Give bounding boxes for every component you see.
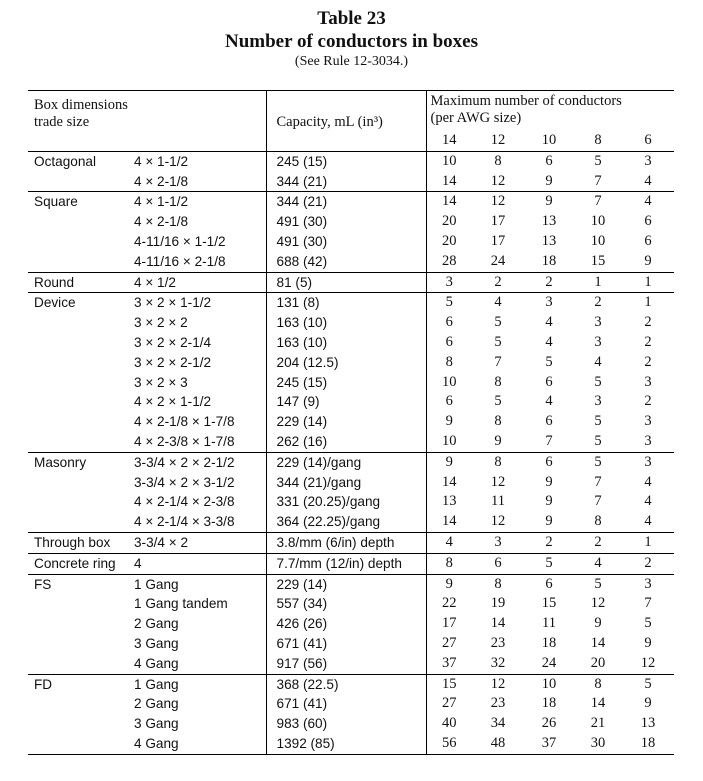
conductor-count-cell: 1 [622,293,674,313]
conductor-count-cell: 4 [472,293,524,313]
table-row [28,293,674,313]
conductor-count-cell: 1 [574,272,622,293]
conductor-count-cell: 37 [442,654,457,671]
capacity-cell: 7.7/mm (12/in) depth [266,553,426,574]
conductor-count-cell: 3 [524,293,574,313]
conductor-count-cell: 27 [442,695,457,712]
capacity-cell: 688 (42) [266,252,426,272]
conductor-count-cell: 5 [574,452,622,472]
conductor-count-cell: 30 [574,734,622,754]
trade-size-cell: 1 Gang tandem [134,596,228,612]
conductor-count-cell: 3 [426,272,472,293]
conductor-count-cell: 6 [524,452,574,472]
capacity-cell: 491 (30) [266,232,426,252]
conductor-count-cell: 2 [524,272,574,293]
conductor-count-cell: 14 [442,473,457,490]
table-row [28,212,674,232]
conductor-count-cell: 32 [490,654,506,671]
conductor-count-cell: 5 [494,393,502,410]
conductor-count-cell: 9 [494,432,502,449]
table-row [28,574,674,594]
conductor-count-cell: 13 [541,213,557,230]
conductor-count-cell: 6 [644,213,652,230]
conductor-count-cell: 11 [491,493,505,510]
conductor-count-cell: 5 [594,373,602,390]
table-row [28,232,674,252]
trade-size-cell: 1 Gang [132,674,266,694]
capacity-cell: 917 (56) [266,654,426,674]
box-type-cell [28,412,132,432]
conductor-count-cell: 2 [524,532,574,553]
box-type-cell [28,694,132,714]
conductor-count-cell: 12 [640,654,656,671]
capacity-cell: 364 (22.25)/gang [266,512,426,532]
capacity-cell: 557 (34) [266,594,426,614]
trade-size-cell: 3-3/4 × 2 × 3-1/2 [134,474,235,490]
conductor-count-cell: 22 [442,595,457,612]
conductor-count-cell: 4 [644,473,652,490]
trade-size-cell: 4 × 1/2 [132,272,266,293]
conductor-count-cell: 6 [644,232,652,249]
conductor-count-cell: 18 [541,695,557,712]
trade-size-cell: 4-11/16 × 1-1/2 [134,233,226,249]
table-row [28,492,674,512]
table-row [28,614,674,634]
capacity-cell: 331 (20.25)/gang [266,492,426,512]
box-type-cell [28,492,132,512]
conductor-count-cell: 7 [594,473,602,490]
capacity-cell: 3.8/mm (6/in) depth [266,532,426,553]
capacity-cell: 671 (41) [266,634,426,654]
table-row [28,333,674,353]
box-type-cell [28,512,132,532]
box-type-cell: Concrete ring [28,553,132,574]
box-type-cell [28,634,132,654]
conductor-count-cell: 9 [545,473,553,490]
trade-size-cell: 4 × 2-1/8 × 1-7/8 [134,414,235,430]
conductor-count-cell: 28 [442,252,457,269]
conductor-count-cell: 2 [574,293,622,313]
capacity-cell: 344 (21)/gang [266,473,426,493]
conductor-count-cell: 6 [524,151,574,171]
capacity-cell: 229 (14)/gang [266,452,426,472]
trade-size-cell: 3 × 2 × 2 [134,315,188,331]
conductor-count-cell: 7 [644,595,652,612]
conductor-count-cell: 4 [545,333,553,350]
conductor-count-cell: 8 [472,151,524,171]
conductor-count-cell: 17 [490,232,506,249]
table-row [28,272,674,293]
awg-10-header: 10 [524,131,574,151]
box-type-cell [28,473,132,493]
trade-size-cell: 2 Gang [134,616,179,632]
conductor-count-cell: 56 [426,734,472,754]
conductor-count-cell: 26 [541,715,557,732]
box-dimensions-header [28,91,266,132]
capacity-cell: 163 (10) [266,313,426,333]
table-row [28,553,674,574]
conductor-count-cell: 7 [494,353,502,370]
awg-6-header: 6 [622,131,674,151]
table-row [28,192,674,212]
conductor-count-cell: 8 [426,553,472,574]
conductor-count-cell: 6 [445,333,453,350]
capacity-cell: 245 (15) [266,373,426,393]
conductor-count-cell: 12 [472,674,524,694]
box-type-cell: FD [28,674,132,694]
trade-size-cell: 4 × 2-1/8 [134,214,189,230]
conductor-count-cell: 1 [622,532,674,553]
conductor-count-cell: 24 [541,654,557,671]
conductor-count-cell: 20 [442,213,457,230]
trade-size-label: trade size [34,114,90,130]
conductor-count-cell: 6 [445,393,453,410]
conductor-count-cell: 8 [445,353,453,370]
conductor-count-cell: 20 [590,654,606,671]
box-type-cell [28,232,132,252]
capacity-cell: 983 (60) [266,714,426,734]
conductor-count-cell: 6 [545,373,553,390]
table-row [28,734,674,754]
capacity-cell: 344 (21) [266,172,426,192]
box-type-cell [28,172,132,192]
conductor-count-cell: 37 [524,734,574,754]
box-type-cell [28,614,132,634]
table-title: Number of conductors in boxes [225,31,478,52]
box-type-cell [28,392,132,412]
trade-size-cell: 4 × 2-3/8 × 1-7/8 [134,433,235,449]
capacity-cell: 491 (30) [266,212,426,232]
conductor-count-cell: 3 [644,373,652,390]
conductor-count-cell: 4 [644,513,652,530]
capacity-cell: 1392 (85) [266,734,426,754]
trade-size-cell: 4-11/16 × 2-1/8 [134,253,226,269]
box-type-cell [28,594,132,614]
conductor-count-cell: 21 [590,715,606,732]
trade-size-cell: 3 Gang [134,635,179,651]
table-row [28,392,674,412]
conductor-count-cell: 5 [594,432,602,449]
conductor-count-cell: 13 [640,715,656,732]
conductor-count-cell: 9 [644,252,652,269]
conductor-count-cell: 5 [545,353,553,370]
conductor-count-cell: 15 [590,252,606,269]
trade-size-cell: 1 Gang [132,574,266,594]
conductor-count-cell: 4 [644,172,652,189]
conductor-count-cell: 10 [426,151,472,171]
table-row [28,512,674,532]
max-conductors-header [426,91,674,128]
conductor-count-cell: 4 [574,553,622,574]
box-type-cell [28,212,132,232]
conductor-count-cell: 4 [644,493,652,510]
trade-size-cell: 4 Gang [134,655,179,671]
trade-size-cell: 4 × 2 × 1-1/2 [134,394,212,410]
conductor-count-cell: 10 [590,213,606,230]
box-type-cell: Square [28,192,132,212]
conductor-count-cell: 10 [442,432,457,449]
box-type-cell [28,353,132,373]
conductor-count-cell: 3 [594,393,602,410]
conductor-count-cell: 1 [622,272,674,293]
table-row [28,151,674,171]
conductor-count-cell: 15 [541,595,557,612]
conductor-count-cell: 6 [445,314,453,331]
conductor-count-cell: 2 [644,353,652,370]
box-dimensions-label: Box dimensions [34,97,128,113]
conductor-count-cell: 9 [524,192,574,212]
table-row [28,172,674,192]
conductor-count-cell: 9 [594,615,602,632]
conductor-count-cell: 17 [490,213,506,230]
conductor-count-cell: 10 [590,232,606,249]
conductor-count-cell: 12 [490,513,506,530]
conductors-table [28,90,674,755]
conductor-count-cell: 27 [442,634,457,651]
conductor-count-cell: 3 [472,532,524,553]
conductor-count-cell: 10 [442,373,457,390]
conductor-count-cell: 4 [622,192,674,212]
conductor-count-cell: 34 [490,715,506,732]
conductor-count-cell: 8 [574,674,622,694]
conductor-count-cell: 4 [545,314,553,331]
table-row [28,594,674,614]
capacity-cell: 204 (12.5) [266,353,426,373]
conductor-count-cell: 11 [542,615,556,632]
conductor-count-cell: 5 [524,553,574,574]
conductor-count-cell: 14 [590,634,606,651]
trade-size-cell: 4 × 1-1/2 [132,192,266,212]
conductor-count-cell: 23 [490,634,506,651]
conductor-count-cell: 14 [490,615,506,632]
capacity-cell: 147 (9) [266,392,426,412]
conductor-count-cell: 12 [472,192,524,212]
trade-size-cell: 3 × 2 × 2-1/4 [134,334,212,350]
trade-size-cell: 4 [132,553,266,574]
conductor-count-cell: 24 [490,252,506,269]
conductor-count-cell: 5 [574,151,622,171]
capacity-cell: 344 (21) [266,192,426,212]
box-type-cell [28,654,132,674]
conductor-count-cell: 9 [426,574,472,594]
conductor-count-cell: 12 [490,473,506,490]
conductor-count-cell: 2 [644,314,652,331]
trade-size-cell: 4 × 2-1/4 × 3-3/8 [134,514,235,530]
conductor-count-cell: 14 [590,695,606,712]
capacity-header: Capacity, mL (in³) [266,91,426,132]
conductor-count-cell: 15 [426,674,472,694]
conductor-count-cell: 3 [622,452,674,472]
table-row [28,634,674,654]
trade-size-cell: 4 × 2-1/8 [134,173,189,189]
conductor-count-cell: 8 [494,413,502,430]
conductor-count-cell: 3 [594,314,602,331]
table-row [28,432,674,452]
box-type-cell: Through box [28,532,132,553]
conductor-count-cell: 8 [472,452,524,472]
conductor-count-cell: 6 [545,413,553,430]
awg-8-header: 8 [574,131,622,151]
table-row [28,674,674,694]
table-row [28,373,674,393]
conductor-count-cell: 12 [490,172,506,189]
conductor-count-cell: 3 [622,574,674,594]
conductor-count-cell: 5 [594,413,602,430]
max-conductors-label: Maximum number of conductors [430,93,622,109]
conductor-count-cell: 20 [442,232,457,249]
conductor-count-cell: 4 [426,532,472,553]
conductor-count-cell: 2 [644,333,652,350]
conductor-count-cell: 2 [472,272,524,293]
table-row [28,412,674,432]
conductor-count-cell: 14 [442,172,457,189]
trade-size-cell: 3 × 2 × 2-1/2 [134,354,212,370]
awg-14-header: 14 [426,131,472,151]
table-row [28,452,674,472]
conductor-count-cell: 13 [442,493,457,510]
table-row [28,473,674,493]
box-type-cell [28,313,132,333]
per-awg-label: (per AWG size) [430,110,522,126]
capacity-cell: 262 (16) [266,432,426,452]
conductor-count-cell: 9 [545,513,553,530]
capacity-cell: 671 (41) [266,694,426,714]
box-type-cell: Device [28,293,132,313]
conductor-count-cell: 14 [442,513,457,530]
trade-size-cell: 4 × 2-1/4 × 2-3/8 [134,494,235,510]
box-type-cell: FS [28,574,132,594]
table-row [28,252,674,272]
table-row [28,714,674,734]
capacity-cell: 81 (5) [266,272,426,293]
capacity-cell: 229 (14) [266,574,426,594]
conductor-count-cell: 4 [545,393,553,410]
conductor-count-cell: 6 [472,553,524,574]
conductor-count-cell: 6 [524,574,574,594]
conductor-count-cell: 8 [494,373,502,390]
conductor-count-cell: 5 [426,293,472,313]
trade-size-cell: 3-3/4 × 2 [132,532,266,553]
conductor-count-cell: 5 [574,574,622,594]
capacity-cell: 245 (15) [266,151,426,171]
trade-size-cell: 3 Gang [134,716,179,732]
conductor-count-cell: 3 [594,333,602,350]
conductor-count-cell: 12 [590,595,606,612]
conductor-count-cell: 9 [426,452,472,472]
conductor-count-cell: 3 [644,413,652,430]
trade-size-cell: 2 Gang [134,696,179,712]
conductor-count-cell: 23 [490,695,506,712]
conductor-count-cell: 2 [574,532,622,553]
conductor-count-cell: 17 [442,615,457,632]
capacity-cell: 131 (8) [266,293,426,313]
conductor-count-cell: 18 [541,252,557,269]
awg-12-header: 12 [472,131,524,151]
conductor-count-cell: 3 [622,151,674,171]
capacity-cell: 368 (22.5) [266,674,426,694]
conductor-count-cell: 48 [472,734,524,754]
conductor-count-cell: 7 [594,172,602,189]
table-row [28,532,674,553]
table-row [28,694,674,714]
conductor-count-cell: 5 [644,615,652,632]
conductor-count-cell: 7 [594,493,602,510]
conductor-count-cell: 8 [472,574,524,594]
box-type-cell [28,714,132,734]
box-type-cell [28,432,132,452]
table-row [28,313,674,333]
box-type-cell [28,252,132,272]
conductor-count-cell: 40 [442,715,457,732]
conductor-count-cell: 19 [490,595,506,612]
capacity-cell: 229 (14) [266,412,426,432]
conductor-count-cell: 9 [644,634,652,651]
conductor-count-cell: 9 [545,493,553,510]
conductor-count-cell: 13 [541,232,557,249]
conductor-count-cell: 3 [644,432,652,449]
conductor-count-cell: 14 [426,192,472,212]
table-reference: (See Rule 12-3034.) [294,54,409,69]
box-type-cell: Octagonal [28,151,132,171]
conductor-count-cell: 5 [494,314,502,331]
table-row [28,654,674,674]
table-number: Table 23 [317,8,386,29]
conductor-count-cell: 7 [574,192,622,212]
trade-size-cell: 3-3/4 × 2 × 2-1/2 [132,452,266,472]
capacity-cell: 426 (26) [266,614,426,634]
box-type-cell [28,333,132,353]
trade-size-cell: 3 × 2 × 1-1/2 [132,293,266,313]
conductor-count-cell: 5 [494,333,502,350]
table-body [28,151,674,754]
trade-size-cell: 4 Gang [132,734,266,754]
box-type-cell: Round [28,272,132,293]
conductor-count-cell: 2 [644,393,652,410]
conductor-count-cell: 2 [622,553,674,574]
conductor-count-cell: 18 [622,734,674,754]
trade-size-cell: 4 × 1-1/2 [132,151,266,171]
box-type-cell: Masonry [28,452,132,472]
box-type-cell [28,373,132,393]
conductor-count-cell: 18 [541,634,557,651]
conductor-count-cell: 9 [445,413,453,430]
box-type-cell [28,734,132,754]
conductor-count-cell: 7 [545,432,553,449]
conductor-count-cell: 9 [644,695,652,712]
capacity-cell: 163 (10) [266,333,426,353]
awg-header-row [28,131,674,151]
trade-size-cell: 3 × 2 × 3 [134,374,188,390]
conductor-count-cell: 8 [594,513,602,530]
table-row [28,353,674,373]
conductor-count-cell: 9 [545,172,553,189]
header-row-1 [28,91,674,128]
conductor-count-cell: 10 [524,674,574,694]
conductor-count-cell: 5 [622,674,674,694]
conductor-count-cell: 4 [594,353,602,370]
